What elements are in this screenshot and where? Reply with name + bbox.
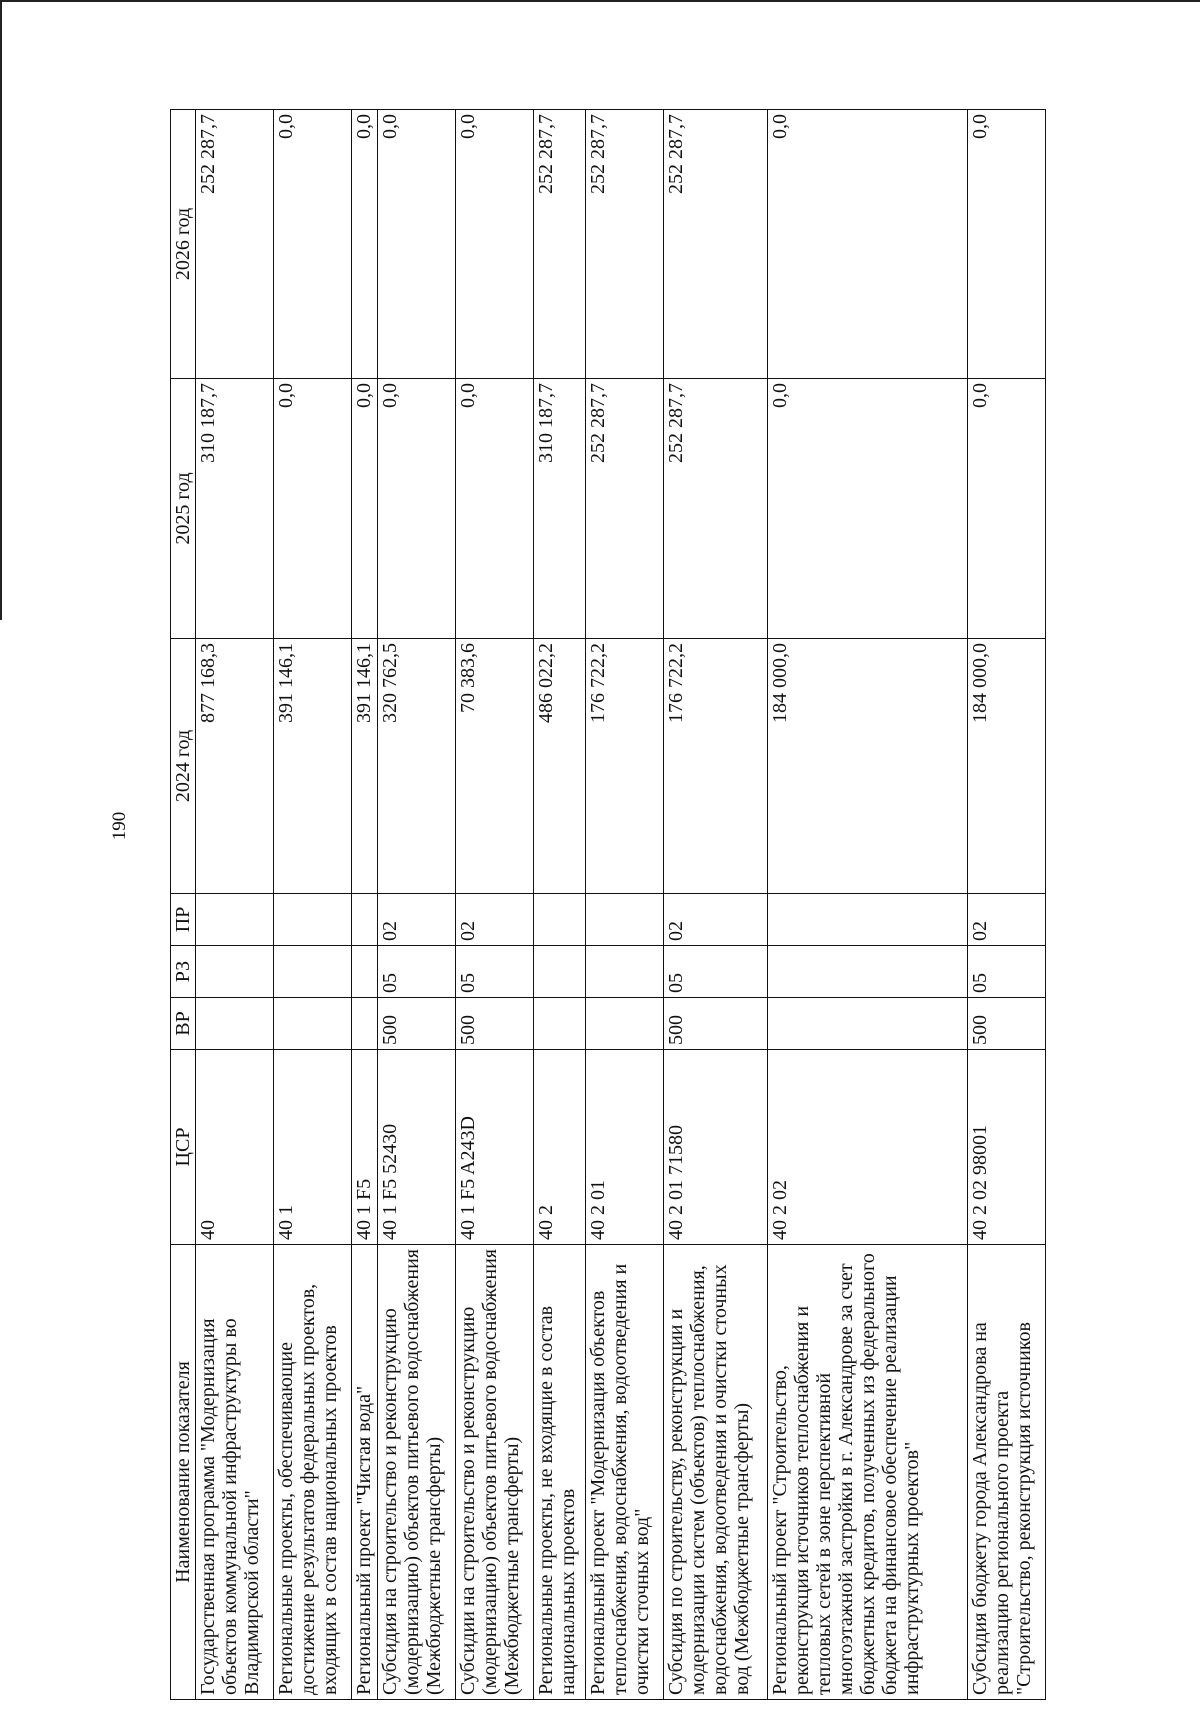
- row-vr: [586, 998, 664, 1050]
- table-row: [352, 110, 378, 1700]
- row-name: Региональный проект "Модернизация объектов теплоснабжения, водоснабжения, водоотведения и очистки сточных вод": [586, 1245, 664, 1700]
- row-pr: [768, 894, 968, 946]
- row-rz: 05: [968, 946, 1046, 998]
- row-2025: 0,0: [352, 379, 378, 639]
- table-row: [534, 110, 586, 1700]
- row-2024: 176 722,2: [664, 639, 768, 894]
- row-2024: 391 146,1: [274, 639, 352, 894]
- row-name: Региональные проекты, не входящие в состав национальных проектов: [534, 1245, 586, 1700]
- row-2024: 70 383,6: [456, 639, 534, 894]
- row-name: Государственная программа "Модернизация объектов коммунальной инфраструктуры во Владимирской области": [196, 1245, 274, 1700]
- row-2025: 310 187,7: [196, 379, 274, 639]
- row-pr: 02: [968, 894, 1046, 946]
- row-2026: 252 287,7: [664, 110, 768, 379]
- row-rz: 05: [456, 946, 534, 998]
- row-2025: 0,0: [968, 379, 1046, 639]
- row-2024: 486 022,2: [534, 639, 586, 894]
- col-header-2025: 2025 год: [171, 379, 196, 639]
- row-2026: 0,0: [274, 110, 352, 379]
- row-2026: 0,0: [378, 110, 456, 379]
- row-2026: 0,0: [968, 110, 1046, 379]
- row-pr: 02: [378, 894, 456, 946]
- row-2026: 0,0: [456, 110, 534, 379]
- row-2026: 0,0: [352, 110, 378, 379]
- row-pr: [274, 894, 352, 946]
- table-row: [274, 110, 352, 1700]
- row-pr: [534, 894, 586, 946]
- row-rz: [768, 946, 968, 998]
- row-2024: 184 000,0: [968, 639, 1046, 894]
- row-name: Региональный проект "Чистая вода": [352, 1245, 378, 1700]
- row-2026: 0,0: [768, 110, 968, 379]
- row-2024: 176 722,2: [586, 639, 664, 894]
- table-row: [456, 110, 534, 1700]
- row-csr: 40 1: [274, 1050, 352, 1245]
- row-name: Региональный проект "Строительство, реконструкция источников теплоснабжения и тепловых сетей в зоне перспективной многоэтажной застройки в г. Александрове за счет бюджетных кредитов, полученных из федерального бюджета на финансовое обеспечение реализации инфраструктурных проектов": [768, 1245, 968, 1700]
- scan-edge-top: [0, 0, 1200, 2]
- table-row: [968, 110, 1046, 1700]
- row-name: Субсидия бюджету города Александрова на реализацию регионального проекта "Строительство, реконструкция источников: [968, 1245, 1046, 1700]
- col-header-2024: 2024 год: [171, 639, 196, 894]
- row-csr: 40 2 02: [768, 1050, 968, 1245]
- row-vr: [274, 998, 352, 1050]
- row-csr: 40 2 01: [586, 1050, 664, 1245]
- row-rz: [274, 946, 352, 998]
- row-name: Региональные проекты, обеспечивающие достижение результатов федеральных проектов, входящих в состав национальных проектов: [274, 1245, 352, 1700]
- table-row: [378, 110, 456, 1700]
- row-vr: 500: [378, 998, 456, 1050]
- row-2025: 0,0: [274, 379, 352, 639]
- col-header-rz: РЗ: [171, 946, 196, 998]
- row-csr: 40 1 F5 A243D: [456, 1050, 534, 1245]
- row-rz: 05: [378, 946, 456, 998]
- row-2026: 252 287,7: [196, 110, 274, 379]
- col-header-name: Наименование показателя: [171, 1245, 196, 1700]
- row-rz: [534, 946, 586, 998]
- row-vr: [534, 998, 586, 1050]
- row-csr: 40 2: [534, 1050, 586, 1245]
- row-vr: 500: [968, 998, 1046, 1050]
- row-rz: [586, 946, 664, 998]
- row-2024: 320 762,5: [378, 639, 456, 894]
- row-pr: [352, 894, 378, 946]
- row-name: Субсидии на строительство и реконструкцию (модернизацию) объектов питьевого водоснабжения (Межбюджетные трансферты): [456, 1245, 534, 1700]
- row-2024: 184 000,0: [768, 639, 968, 894]
- budget-table: [170, 109, 1046, 1700]
- row-rz: 05: [664, 946, 768, 998]
- col-header-csr: ЦСР: [171, 1050, 196, 1245]
- row-2025: 0,0: [378, 379, 456, 639]
- row-2025: 0,0: [768, 379, 968, 639]
- budget-table-rotated: [170, 110, 1145, 1700]
- row-csr: 40 2 02 98001: [968, 1050, 1046, 1245]
- row-vr: [352, 998, 378, 1050]
- row-2025: 0,0: [456, 379, 534, 639]
- row-2024: 877 168,3: [196, 639, 274, 894]
- table-row: [196, 110, 274, 1700]
- row-vr: 500: [456, 998, 534, 1050]
- table-row: [586, 110, 664, 1700]
- row-pr: 02: [456, 894, 534, 946]
- row-name: Субсидия на строительство и реконструкцию (модернизацию) объектов питьевого водоснабжения (Межбюджетные трансферты): [378, 1245, 456, 1700]
- row-vr: 500: [664, 998, 768, 1050]
- row-csr: 40 2 01 71580: [664, 1050, 768, 1245]
- row-name: Субсидия по строительству, реконструкции и модернизации систем (объектов) теплоснабжения, водоснабжения, водоотведения и очистки сточных вод (Межбюджетные трансферты): [664, 1245, 768, 1700]
- row-pr: [196, 894, 274, 946]
- row-csr: 40 1 F5 52430: [378, 1050, 456, 1245]
- row-2025: 252 287,7: [586, 379, 664, 639]
- row-2025: 252 287,7: [664, 379, 768, 639]
- row-csr: 40: [196, 1050, 274, 1245]
- row-2025: 310 187,7: [534, 379, 586, 639]
- row-pr: [586, 894, 664, 946]
- col-header-pr: ПР: [171, 894, 196, 946]
- row-vr: [196, 998, 274, 1050]
- row-csr: 40 1 F5: [352, 1050, 378, 1245]
- row-2026: 252 287,7: [586, 110, 664, 379]
- row-rz: [352, 946, 378, 998]
- table-row: [664, 110, 768, 1700]
- scan-edge-left: [0, 0, 2, 620]
- row-2026: 252 287,7: [534, 110, 586, 379]
- page-number: 190: [109, 811, 130, 841]
- col-header-2026: 2026 год: [171, 110, 196, 379]
- row-vr: [768, 998, 968, 1050]
- col-header-vr: ВР: [171, 998, 196, 1050]
- table-header-row: [171, 110, 196, 1700]
- row-pr: 02: [664, 894, 768, 946]
- table-row: [768, 110, 968, 1700]
- row-rz: [196, 946, 274, 998]
- row-2024: 391 146,1: [352, 639, 378, 894]
